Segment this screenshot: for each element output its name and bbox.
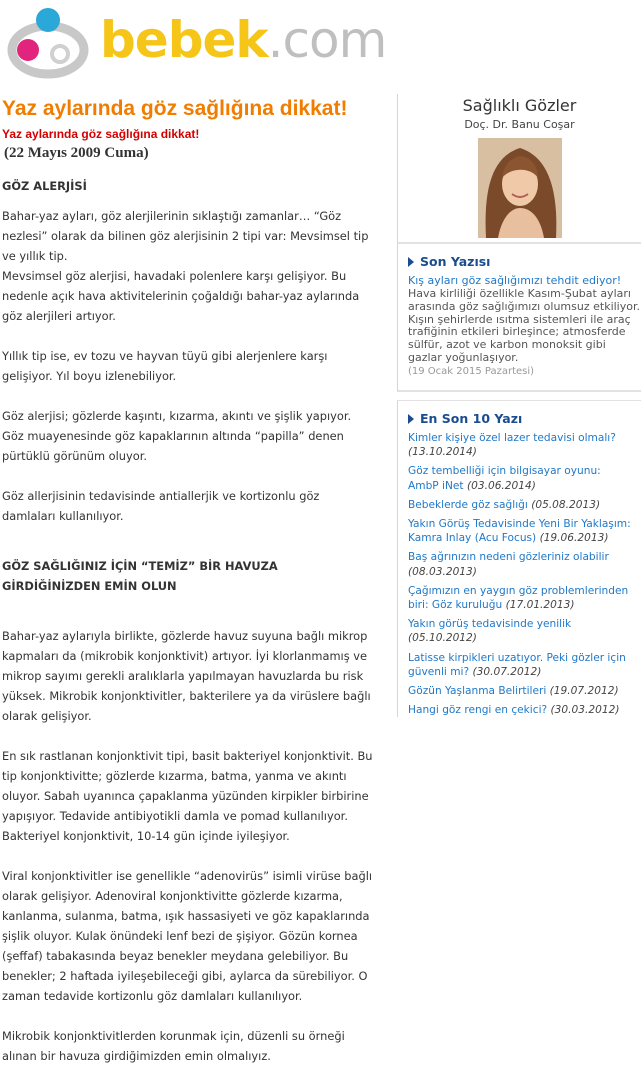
recent-post-date: (03.06.2014) [466, 479, 536, 492]
recent-post-item[interactable] [408, 617, 633, 645]
latest-post-link[interactable]: Kış ayları göz sağlığımızı tehdit ediyor! [408, 274, 622, 287]
logo-wordmark [100, 10, 386, 70]
article-paragraph: Göz allerjisinin tedavisinde antiallerjik ve kortizonlu göz damlaları kullanılıyor. [2, 489, 320, 523]
recent-post-item[interactable] [408, 684, 633, 698]
logo-suffix-text: .com [267, 11, 387, 69]
recent-posts [397, 400, 641, 717]
arrow-right-icon [408, 257, 414, 267]
article-paragraph: Viral konjonktivitler ise genellikle “adenovirüs” isimli virüse bağlı olarak gelişiyor. Adenoviral konjonktivitte gözlerde kızarma, kanlanma, sulanma, batma, ışık hassasiyeti ve göz kapaklarında şişlik oluyor. Kulak önündeki lenf bezi de şişiyor. Gözün kornea (şeffaf) tabakasında beyaz benekler meydana gelebiliyor. Bu benekler; 2 haftada iyileşebileceği gibi, aylarca da sürebiliyor. O zaman tedavide kortizonlu göz damlaları kullanılıyor. [2, 869, 373, 1003]
latest-post-excerpt: Hava kirliliği özellikle Kasım-Şubat ayları arasında göz sağlığımızı olumsuz etkiliyor. Kışın şehirlerde ısıtma sistemleri ile araç trafiğinin etkileri birleşince; atmosferde sülfür, azot ve karbon monoksit gibi gazlar yoğunlaşıyor. [408, 287, 640, 364]
recent-post-date: (05.10.2012) [408, 632, 477, 645]
logo-mark-icon [4, 4, 94, 80]
recent-post-title[interactable]: Hangi göz rengi en çekici? [408, 704, 548, 717]
section-heading-pool: GÖZ SAĞLIĞINIZ İÇİN “TEMİZ” BİR HAVUZA GİRDİĞİNİZDEN EMİN OLUN [2, 559, 278, 593]
recent-posts-list [398, 431, 641, 717]
author-portrait-icon [478, 138, 562, 238]
recent-post-title[interactable]: Baş ağrınızın nedeni gözleriniz olabilir [408, 551, 609, 564]
recent-posts-heading [398, 401, 641, 427]
recent-post-date: (30.03.2012) [550, 704, 620, 717]
recent-post-item[interactable] [408, 703, 633, 717]
recent-post-title[interactable]: Kimler kişiye özel lazer tedavisi olmalı? [408, 432, 616, 444]
recent-post-item[interactable] [408, 498, 633, 512]
column-title[interactable]: Sağlıklı Gözler [462, 96, 577, 115]
article-paragraph: Göz alerjisi; gözlerde kaşıntı, kızarma, akıntı ve şişlik yapıyor. Göz muayenesinde göz kapaklarının altında “papilla” denen pürtüklü görünüm oluyor. [2, 409, 352, 463]
article [2, 96, 382, 162]
author-profile [397, 94, 641, 244]
article-paragraph: Yıllık tip ise, ev tozu ve hayvan tüyü gibi alerjenlere karşı gelişiyor. Yıl boyu izlenebiliyor. [2, 349, 328, 383]
recent-post-title[interactable]: Göz tembelliği için bilgisayar oyunu: AmbP iNet [408, 465, 601, 492]
recent-post-item[interactable] [408, 431, 633, 459]
recent-post-date: (05.08.2013) [531, 498, 601, 511]
article-subtitle: Yaz aylarında göz sağlığına dikkat! [2, 127, 200, 141]
recent-posts-heading-label: En Son 10 Yazı [420, 411, 523, 426]
arrow-right-icon [408, 414, 414, 424]
article-date: (22 Mayıs 2009 Cuma) [4, 145, 149, 161]
recent-post-title[interactable]: Latisse kirpikleri uzatıyor. Peki gözler için güvenli mi? [408, 651, 626, 678]
recent-post-item[interactable] [408, 584, 633, 612]
latest-post-heading-label: Son Yazısı [420, 254, 491, 269]
article-paragraph: Bahar-yaz aylarıyla birlikte, gözlerde havuz suyuna bağlı mikrop kapmaları da (mikrobik konjonktivit) artıyor. İyi klorlanmamış ve mikrop sayımı gerekli aralıklarla yapılmayan havuzlarda bu risk yüksek. Mikrobik konjonktivitler, bakterilere ya da virüslere bağlı olarak gelişiyor. [2, 629, 371, 723]
recent-post-title[interactable]: Gözün Yaşlanma Belirtileri [408, 685, 547, 698]
article-paragraph: Mevsimsel göz alerjisi, havadaki polenlere karşı gelişiyor. Bu nedenle açık hava aktivitelerinin çoğaldığı bahar-yaz aylarında göz alerjileri artıyor. [2, 269, 360, 323]
article-title: Yaz aylarında göz sağlığına dikkat! [2, 97, 348, 120]
recent-post-title[interactable]: Bebeklerde göz sağlığı [408, 498, 528, 511]
recent-post-item[interactable] [408, 464, 633, 492]
article-paragraph: Bahar-yaz ayları, göz alerjilerinin sıklaştığı zamanlar… “Göz nezlesi” olarak da bilinen göz alerjisinin 2 tipi var: Mevsimsel tip ve yıllık tip. [2, 209, 369, 263]
article-paragraph: Mikrobik konjonktivitlerden korunmak için, düzenli su örneği alınan bir havuza girdiğimizden emin olmalıyız. [2, 1029, 345, 1063]
recent-post-date: (08.03.2013) [408, 565, 477, 578]
recent-post-title[interactable]: Yakın görüş tedavisinde yenilik [408, 618, 572, 631]
recent-post-date: (13.10.2014) [408, 446, 477, 459]
recent-post-date: (19.07.2012) [549, 685, 619, 698]
sidebar [397, 94, 641, 722]
recent-post-title[interactable]: Yakın Görüş Tedavisinde Yeni Bir Yaklaşım: Kamra Inlay (Acu Focus) [408, 518, 631, 545]
recent-post-date: (30.07.2012) [472, 665, 542, 678]
recent-post-date: (19.06.2013) [539, 532, 609, 545]
article-paragraph: En sık rastlanan konjonktivit tipi, basit bakteriyel konjonktivit. Bu tip konjonktivitte; gözlerde kızarma, batma, yanma ve akıntı oluyor. Sabah uyanınca çapaklanma yüzünden kirpikler birbirine yapışıyor. Tedavide antibiyotikli damla ve pomad kullanılıyor. Bakteriyel konjonktivit, 10-14 gün içinde iyileşiyor. [2, 749, 373, 843]
latest-post-date: (19 Ocak 2015 Pazartesi) [408, 365, 535, 377]
author-photo[interactable] [478, 138, 562, 238]
latest-post-heading [398, 244, 641, 270]
author-name: Doç. Dr. Banu Coşar [464, 118, 575, 131]
recent-post-title[interactable]: Çağımızın en yaygın göz problemlerinden biri: Göz kuruluğu [408, 584, 629, 612]
latest-post [397, 244, 641, 392]
site-logo[interactable] [4, 4, 387, 82]
logo-main-text: bebek [100, 11, 268, 69]
section-heading-eye-allergy: GÖZ ALERJİSİ [2, 179, 87, 193]
recent-post-item[interactable] [408, 651, 633, 679]
recent-post-item[interactable] [408, 550, 633, 578]
recent-post-date: (17.01.2013) [505, 599, 575, 612]
recent-post-item[interactable] [408, 517, 633, 545]
